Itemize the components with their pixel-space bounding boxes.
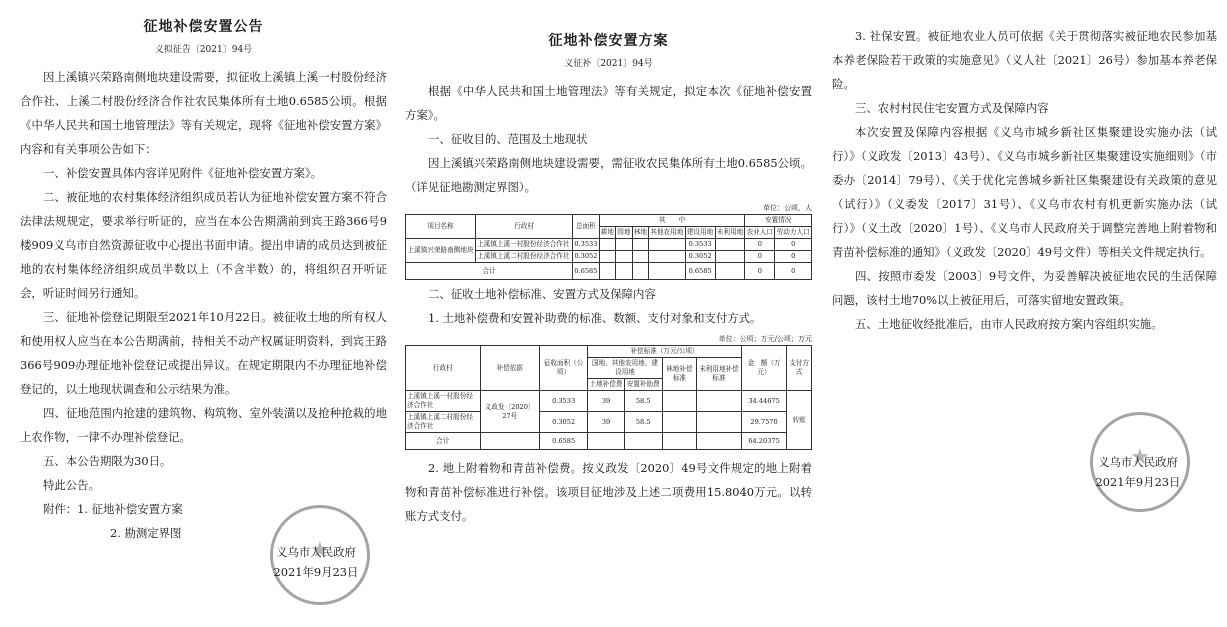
table1-project-name: 上溪镇兴荣路南侧地块 <box>406 239 476 263</box>
table1-subheader: 林地 <box>632 227 648 239</box>
plan-section-2-item-1: 1. 土地补偿费和安置补助费的标准、数额、支付对象和支付方式。 <box>428 311 762 325</box>
table1-agri: 0 <box>745 239 775 251</box>
notice-attachment-2: 2. 勘测定界图 <box>110 526 182 540</box>
table2-village: 上溪镇上溪一村股份经济合作社 <box>406 391 481 412</box>
plan-column <box>395 0 820 627</box>
table2-land-fee: 39 <box>588 412 624 433</box>
table2-header-payment: 支付方式 <box>787 346 812 391</box>
table2-sum-amount: 64.20375 <box>741 433 787 450</box>
plan-title: 征地补偿安置方案 <box>548 33 669 49</box>
plan-section-1-text: 因上溪镇兴荣路南侧地块建设需要，需征收农民集体所有土地0.6585公顷。（详见征地勘测定界图）。 <box>405 156 812 194</box>
table-row <box>406 412 812 433</box>
plan-continued-column <box>820 0 1227 627</box>
table1-village: 上溪镇上溪二村股份经济合作社 <box>476 251 573 263</box>
table2-header-standard: 补偿标准（万元/公顷） <box>588 346 741 358</box>
table2-header-resettle-fee: 安置补助费 <box>624 379 662 391</box>
plan-section-4: 四、按照市委发〔2003〕9号文件，为妥善解决被征地农民的生活保障问题，该村土地70%以上被征用后，可落实留地安置政策。 <box>832 269 1217 307</box>
plan-signer: 义乌市人民政府 <box>1098 455 1178 469</box>
table1-sum-label: 合计 <box>406 263 573 280</box>
table1-build: 0.3052 <box>685 251 715 263</box>
table1-total: 0.3052 <box>573 251 600 263</box>
notice-paragraph: 特此公告。 <box>43 478 100 492</box>
table2-village: 上溪镇上溪二村股份经济合作社 <box>406 412 481 433</box>
table2-area: 0.3052 <box>539 412 588 433</box>
table2-resettle-fee: 58.5 <box>624 391 662 412</box>
notice-paragraph: 五、本公告期限为30日。 <box>43 454 172 468</box>
table2-payment: 转账 <box>787 391 812 450</box>
table2-header-unused: 未利用地补偿标准 <box>697 358 742 391</box>
table1-sum-agri: 0 <box>745 263 775 280</box>
table2-sum-label: 合计 <box>406 433 481 450</box>
table1-labor: 0 <box>775 239 812 251</box>
table2-resettle-fee: 58.5 <box>624 412 662 433</box>
notice-paragraph: 因上溪镇兴荣路南侧地块建设需要，拟征收上溪镇上溪一村股份经济合作社、上溪二村股份经济合作社农民集体所有土地0.6585公顷。根据《中华人民共和国土地管理法》等有关规定，现将《征地补偿安置方案》内容和有关事项公告如下： <box>20 70 387 156</box>
notice-attachment-1: 附件：1. 征地补偿安置方案 <box>43 502 183 516</box>
table-row <box>406 263 812 280</box>
table2-amount: 29.7570 <box>741 412 787 433</box>
table2-header-forest: 林地补偿标准 <box>662 358 697 391</box>
notice-signer: 义乌市人民政府 <box>276 545 356 559</box>
notice-column <box>0 0 395 627</box>
notice-paragraph: 四、征地范围内抢建的建筑物、构筑物、室外装潢以及抢种抢栽的地上农作物，一律不办理补偿登记。 <box>20 406 387 444</box>
notice-date: 2021年9月23日 <box>273 565 359 579</box>
table2-basis: 义政发〔2020〕27号 <box>480 391 539 433</box>
table2-amount: 34.44675 <box>741 391 787 412</box>
table1-village: 上溪镇上溪一村股份经济合作社 <box>476 239 573 251</box>
table2-area: 0.3533 <box>539 391 588 412</box>
plan-date: 2021年9月23日 <box>1095 475 1181 489</box>
table1-total: 0.3533 <box>573 239 600 251</box>
table1-sum-build: 0.6585 <box>685 263 715 280</box>
table2-unit: 单位：公顷；万元/公顷；万元 <box>718 335 812 343</box>
table1-subheader: 耕地 <box>599 227 615 239</box>
table2-header-area: 征收面积（公顷） <box>539 346 588 391</box>
table2-header-amount: 金 额（万元） <box>741 346 787 391</box>
plan-social-security: 3. 社保安置。被征地农业人员可依据《关于贯彻落实被征地农民参加基本养老保险若干政策的实施意见》（义人社〔2021〕26号）参加基本养老保险。 <box>832 29 1217 91</box>
notice-paragraph: 一、补偿安置具体内容详见附件《征地补偿安置方案》。 <box>43 166 323 180</box>
table1-subheader: 园地 <box>616 227 632 239</box>
table1-header-resettle: 安置情况 <box>745 215 812 227</box>
table1-header-among: 其 中 <box>599 215 745 227</box>
table2-header-basis: 补偿依据 <box>480 346 539 391</box>
table1-subheader: 其他农用地 <box>649 227 686 239</box>
table1-header-project: 项目名称 <box>406 215 476 239</box>
plan-section-5: 五、土地征收经批准后，由市人民政府按方案内容组织实施。 <box>855 317 1163 331</box>
table1-unit: 单位：公顷，人 <box>763 204 812 212</box>
table1-subheader: 建设用地 <box>685 227 715 239</box>
plan-section-3-heading: 三、农村村民住宅安置方式及保障内容 <box>855 101 1049 115</box>
table2-header-group: 国地、其他农用地、建设用地 <box>588 358 662 379</box>
table2-header-village: 行政村 <box>406 346 481 391</box>
plan-intro: 根据《中华人民共和国土地管理法》等有关规定，拟定本次《征地补偿安置方案》。 <box>405 84 812 122</box>
table1-header-total: 总面积 <box>573 215 600 239</box>
table1-subheader: 劳动力人口 <box>775 227 812 239</box>
plan-doc-number: 义征补〔2021〕94号 <box>564 59 653 69</box>
notice-title: 征地补偿安置公告 <box>143 19 264 35</box>
table1-header-village: 行政村 <box>476 215 573 239</box>
plan-signature <box>1078 452 1198 492</box>
table2-header-land-fee: 土地补偿费 <box>588 379 624 391</box>
table1-subheader: 未利用地 <box>715 227 745 239</box>
table1-build: 0.3533 <box>685 239 715 251</box>
table-row <box>406 239 812 251</box>
notice-signature <box>256 542 376 582</box>
table2-land-fee: 39 <box>588 391 624 412</box>
notice-paragraph: 二、被征地的农村集体经济组织成员若认为征地补偿安置方案不符合法律法规规定，要求举行听证的，应当在本公告期满前到宾王路366号9楼909义乌市自然资源征收中心提出书面申请。提出申请的成员达到被征地的农村集体经济组织成员半数以上（不含半数）的，将组织召开听证会，听证时间另行通知。 <box>20 190 387 300</box>
plan-section-3-text: 本次安置及保障内容根据《义乌市城乡新社区集聚建设实施办法（试行）》（义政发〔2013〕43号）、《义乌市城乡新社区集聚建设实施细则》（市委办〔2014〕79号）、《关于优化完善城乡新社区集聚建设有关政策的意见（试行）》（义委发〔2017〕31号）、《义乌市农村有机更新实施办法（试行）》（义土改〔2020〕1号）、《义乌市人民政府关于调整完善地上附着物和青苗补偿标准的通知》（义政发〔2020〕49号文件）等相关文件规定执行。 <box>832 125 1217 259</box>
plan-section-2-heading: 二、征收土地补偿标准、安置方式及保障内容 <box>428 287 656 301</box>
notice-doc-number: 义拟征告〔2021〕94号 <box>154 45 253 55</box>
table1-labor: 0 <box>775 251 812 263</box>
compensation-table <box>405 345 812 450</box>
table1-subheader: 农业人口 <box>745 227 775 239</box>
plan-section-2-item-2: 2. 地上附着物和青苗补偿费。按义政发〔2020〕49号文件规定的地上附着物和青苗补偿标准进行补偿。该项目征地涉及上述二项费用15.8040万元。以转账方式支付。 <box>405 461 812 523</box>
land-status-table <box>405 214 812 280</box>
table1-sum-labor: 0 <box>775 263 812 280</box>
notice-paragraph: 三、征地补偿登记期限至2021年10月22日。被征收土地的所有权人和使用权人应当在本公告期满前，持相关不动产权属证明资料，到宾王路366号909办理征地补偿登记或提出异议。在规定期限内不办理征地补偿登记的，以土地现状调查和公示结果为准。 <box>20 310 387 396</box>
table1-sum-total: 0.6585 <box>573 263 600 280</box>
table-row <box>406 391 812 412</box>
table1-agri: 0 <box>745 251 775 263</box>
plan-section-1-heading: 一、征收目的、范围及土地现状 <box>428 132 588 146</box>
table2-sum-area: 0.6585 <box>539 433 588 450</box>
table-row <box>406 433 812 450</box>
